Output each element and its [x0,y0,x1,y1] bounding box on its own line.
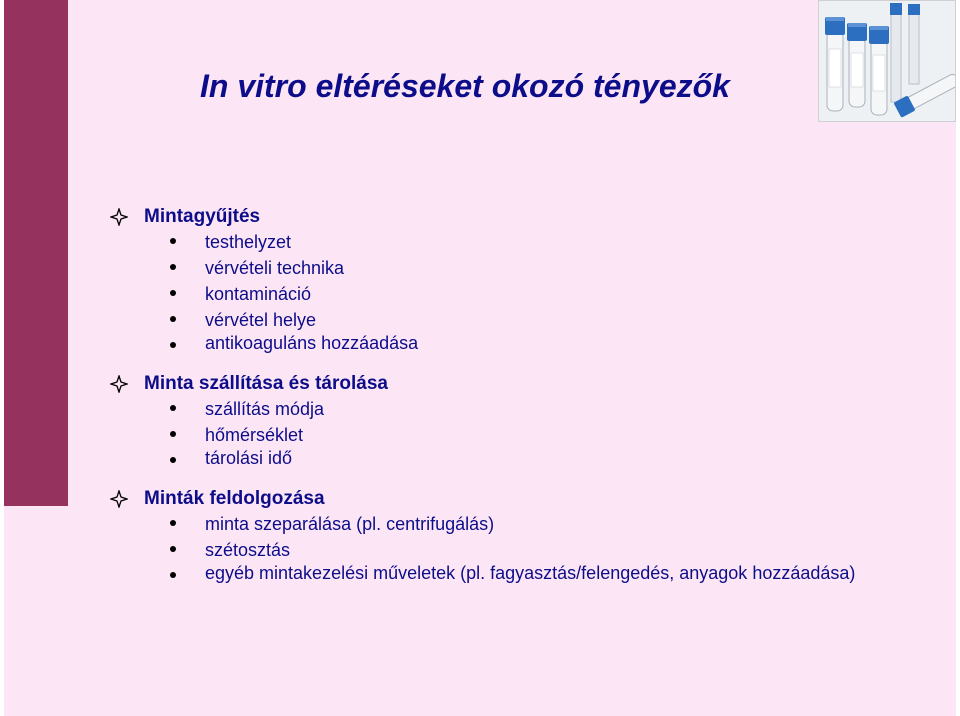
list-item [170,333,870,353]
diamond-bullet-icon [110,375,128,393]
section-sample-processing [110,487,870,583]
list-item-text: kontamináció [205,284,312,304]
accent-line [44,155,68,157]
bullet-icon [170,431,176,437]
diamond-bullet-icon [110,490,128,508]
list-item [170,537,870,563]
list-item-text: szállítás módja [205,399,325,419]
list-item-text: egyéb mintakezelési műveletek (pl. fagyasztás/felengedés, anyagok hozzáadása) [205,563,856,583]
list-item-text: testhelyzet [205,232,292,252]
slide-title: In vitro eltéréseket okozó tényezők [200,68,730,104]
list-item-text: szétosztás [205,540,291,560]
list-item [170,255,870,281]
section-title: Minta szállítása és tárolása [144,373,388,394]
list-item [170,563,870,583]
content-list [110,205,870,602]
blood-collection-tubes-photo [818,0,956,122]
section-heading [110,487,870,511]
list-item-text: tárolási idő [205,448,293,468]
list-item [170,307,870,333]
list-item [170,422,870,448]
list-item [170,511,870,537]
section-heading [110,372,870,396]
bullet-icon [170,546,176,552]
bullet-icon [170,520,176,526]
bullet-icon [170,316,176,322]
list-item [170,396,870,422]
list-item [170,229,870,255]
bullet-icon [170,342,176,348]
list-item [170,448,870,468]
list-item-text: vérvételi technika [205,258,345,278]
bullet-icon [170,290,176,296]
decorative-sidebar [4,0,68,506]
list-item-text: minta szeparálása (pl. centrifugálás) [205,514,495,534]
section-transport-storage [110,372,870,468]
bullet-icon [170,405,176,411]
list-item [170,281,870,307]
diamond-bullet-icon [110,208,128,226]
list-item-text: vérvétel helye [205,310,317,330]
list-item-text: antikoaguláns hozzáadása [205,333,419,353]
bullet-icon [170,264,176,270]
bullet-icon [170,238,176,244]
bullet-icon [170,457,176,463]
section-title: Mintagyűjtés [144,206,261,227]
list-item-text: hőmérséklet [205,425,304,445]
section-title: Minták feldolgozása [144,488,325,509]
section-heading [110,205,870,229]
section-sample-collection [110,205,870,353]
bullet-icon [170,572,176,578]
tubes-illustration [819,1,956,122]
